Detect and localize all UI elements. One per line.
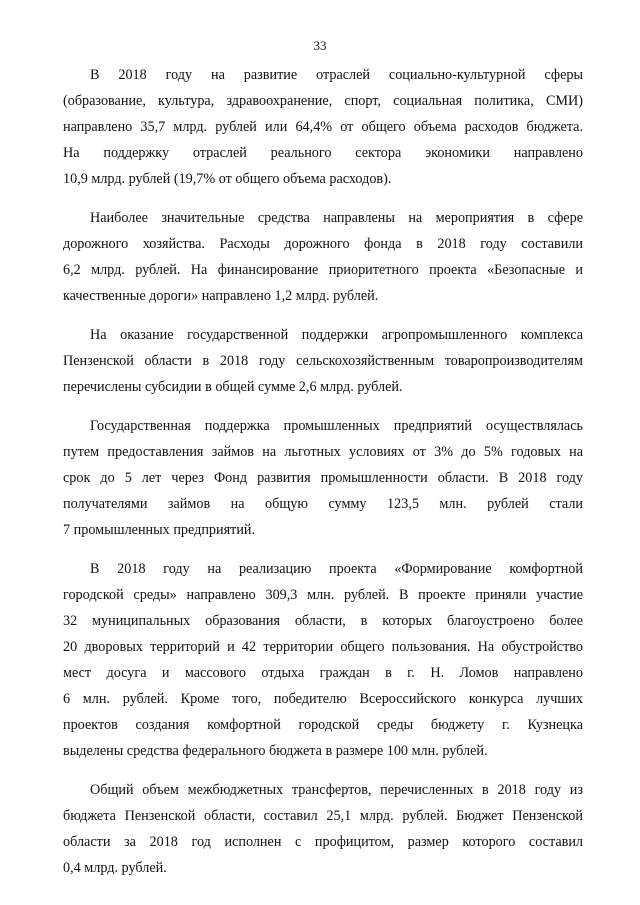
text-line: проектов создания комфортной городской среды бюджету г. Кузнецка <box>63 717 583 733</box>
text-line: 10,9 млрд. рублей (19,7% от общего объема расходов). <box>63 171 392 187</box>
paragraph-urban-environment <box>63 556 583 764</box>
document-body <box>63 62 583 894</box>
text-line: На оказание государственной поддержки агропромышленного комплекса <box>90 327 583 343</box>
paragraph-social-sphere-spending <box>63 62 583 192</box>
text-line: Пензенской области в 2018 году сельскохозяйственным товаропроизводителям <box>63 353 583 369</box>
text-line: 7 промышленных предприятий. <box>63 522 256 538</box>
text-line: перечислены субсидии в общей сумме 2,6 млрд. рублей. <box>63 379 403 395</box>
paragraph-agro-support <box>63 322 583 400</box>
text-line: бюджета Пензенской области, составил 25,1 млрд. рублей. Бюджет Пензенской <box>63 808 583 824</box>
text-line: (образование, культура, здравоохранение, спорт, социальная политика, СМИ) <box>63 93 583 109</box>
page-number: 33 <box>313 38 327 53</box>
text-line: получателями займов на общую сумму 123,5 млн. рублей стали <box>63 496 583 512</box>
text-line: В 2018 году на развитие отраслей социально-культурной сферы <box>90 67 583 83</box>
text-line: На поддержку отраслей реального сектора экономики направлено <box>63 145 583 161</box>
text-line: Общий объем межбюджетных трансфертов, перечисленных в 2018 году из <box>90 782 583 798</box>
text-line: области за 2018 год исполнен с профицитом, размер которого составил <box>63 834 583 850</box>
text-line: 32 муниципальных образования области, в которых благоустроено более <box>63 613 583 629</box>
text-line: дорожного хозяйства. Расходы дорожного фонда в 2018 году составили <box>63 236 583 252</box>
text-line: 20 дворовых территорий и 42 территории общего пользования. На обустройство <box>63 639 583 655</box>
text-line: 6,2 млрд. рублей. На финансирование приоритетного проекта «Безопасные и <box>63 262 583 278</box>
text-line: путем предоставления займов на льготных условиях от 3% до 5% годовых на <box>63 444 583 460</box>
text-line: качественные дороги» направлено 1,2 млрд. рублей. <box>63 288 379 304</box>
text-line: городской среды» направлено 309,3 млн. рублей. В проекте приняли участие <box>63 587 583 603</box>
text-line: 0,4 млрд. рублей. <box>63 860 167 876</box>
text-line: Наиболее значительные средства направлены на мероприятия в сфере <box>90 210 583 226</box>
paragraph-road-fund <box>63 205 583 309</box>
text-line: направлено 35,7 млрд. рублей или 64,4% от общего объема расходов бюджета. <box>63 119 583 135</box>
text-line: срок до 5 лет через Фонд развития промышленности области. В 2018 году <box>63 470 583 486</box>
text-line: мест досуга и массового отдыха граждан в г. Н. Ломов направлено <box>63 665 583 681</box>
text-line: Государственная поддержка промышленных предприятий осуществлялась <box>90 418 583 434</box>
paragraph-industry-loans <box>63 413 583 543</box>
text-line: 6 млн. рублей. Кроме того, победителю Всероссийского конкурса лучших <box>63 691 583 707</box>
text-line: В 2018 году на реализацию проекта «Формирование комфортной <box>90 561 583 577</box>
paragraph-interbudget-transfers <box>63 777 583 881</box>
text-line: выделены средства федерального бюджета в размере 100 млн. рублей. <box>63 743 488 759</box>
